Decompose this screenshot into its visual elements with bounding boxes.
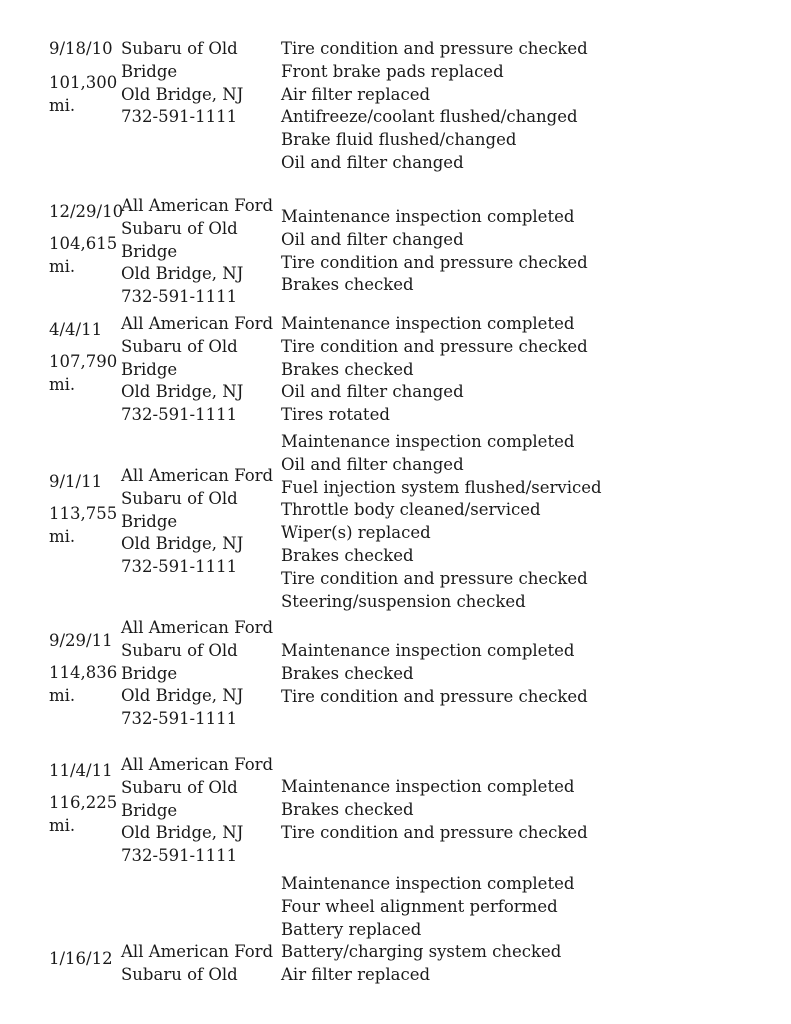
record-services — [281, 776, 781, 844]
service-item: Tire condition and pressure checked — [281, 252, 588, 272]
mileage-unit: mi. — [49, 374, 76, 394]
service-item: Maintenance inspection completed — [281, 777, 575, 796]
service-item: Brakes checked — [281, 359, 414, 379]
service-item: Throttle body cleaned/serviced — [281, 500, 541, 520]
record-services — [281, 431, 781, 613]
record-services — [281, 640, 781, 708]
dealer-line: All American Ford — [121, 618, 274, 637]
record-date-column — [49, 201, 124, 278]
dealer-line: Bridge — [121, 61, 178, 81]
service-item: Oil and filter changed — [281, 229, 464, 249]
dealer-line: Subaru of Old — [121, 488, 238, 508]
record-dealer — [121, 38, 279, 129]
service-item: Four wheel alignment performed — [281, 896, 558, 916]
service-item: Air filter replaced — [281, 84, 431, 104]
dealer-line: Bridge — [121, 511, 178, 531]
dealer-line: Bridge — [121, 800, 178, 820]
record-mileage — [49, 662, 119, 708]
record-mileage — [49, 503, 119, 549]
service-item: Brake fluid flushed/changed — [281, 130, 517, 150]
dealer-line: Old Bridge, NJ — [121, 382, 244, 402]
service-item: Brakes checked — [281, 275, 414, 295]
dealer-line: All American Ford — [121, 314, 274, 333]
record-mileage — [49, 792, 119, 838]
dealer-line: Subaru of Old — [121, 218, 238, 238]
dealer-line: Subaru of Old — [121, 39, 238, 58]
service-item: Oil and filter changed — [281, 152, 464, 172]
record-services — [281, 38, 781, 175]
record-dealer — [121, 941, 279, 987]
dealer-line: Subaru of Old — [121, 640, 238, 660]
service-item: Air filter replaced — [281, 965, 431, 985]
record-dealer — [121, 313, 279, 427]
dealer-line: Old Bridge, NJ — [121, 264, 244, 284]
service-item: Tires rotated — [281, 405, 390, 425]
mileage-unit: mi. — [49, 256, 76, 276]
record-dealer — [121, 465, 279, 579]
service-item: Tire condition and pressure checked — [281, 686, 588, 706]
service-item: Tire condition and pressure checked — [281, 336, 588, 356]
record-date: 9/18/10 — [49, 39, 113, 58]
service-item: Oil and filter changed — [281, 382, 464, 402]
record-date-column — [49, 760, 119, 837]
service-item: Tire condition and pressure checked — [281, 568, 588, 588]
mileage-unit: mi. — [49, 95, 76, 115]
service-item: Brakes checked — [281, 545, 414, 565]
mileage-unit: mi. — [49, 815, 76, 835]
record-date: 9/29/11 — [49, 631, 113, 650]
dealer-line: Bridge — [121, 359, 178, 379]
service-item: Battery replaced — [281, 919, 422, 939]
dealer-line: Old Bridge, NJ — [121, 686, 244, 706]
record-date-column — [49, 38, 119, 118]
dealer-phone: 732-591-1111 — [121, 846, 238, 866]
record-dealer — [121, 195, 279, 309]
dealer-phone: 732-591-1111 — [121, 107, 238, 127]
record-date: 9/1/11 — [49, 472, 103, 491]
record-date: 1/16/12 — [49, 949, 113, 968]
mileage-unit: mi. — [49, 685, 76, 705]
dealer-line: All American Ford — [121, 942, 274, 961]
mileage-value: 107,790 — [49, 351, 118, 371]
record-dealer — [121, 617, 279, 731]
dealer-line: Bridge — [121, 663, 178, 683]
service-item: Brakes checked — [281, 663, 414, 683]
service-item: Oil and filter changed — [281, 454, 464, 474]
record-date: 11/4/11 — [49, 761, 113, 780]
record-services — [281, 873, 781, 987]
dealer-line: Subaru of Old — [121, 964, 238, 984]
service-item: Brakes checked — [281, 799, 414, 819]
mileage-value: 104,615 — [49, 233, 118, 253]
record-mileage — [49, 72, 119, 118]
record-services — [281, 206, 781, 297]
record-services — [281, 313, 781, 427]
record-date: 4/4/11 — [49, 320, 103, 339]
dealer-phone: 732-591-1111 — [121, 405, 238, 425]
service-item: Maintenance inspection completed — [281, 314, 575, 333]
dealer-line: Old Bridge, NJ — [121, 534, 244, 554]
dealer-line: All American Ford — [121, 755, 274, 774]
mileage-value: 101,300 — [49, 73, 118, 93]
service-item: Tire condition and pressure checked — [281, 822, 588, 842]
dealer-phone: 732-591-1111 — [121, 287, 238, 307]
service-item: Maintenance inspection completed — [281, 641, 575, 660]
service-item: Maintenance inspection completed — [281, 207, 575, 226]
service-item: Maintenance inspection completed — [281, 432, 575, 451]
dealer-line: All American Ford — [121, 196, 274, 215]
record-dealer — [121, 754, 279, 868]
service-item: Antifreeze/coolant flushed/changed — [281, 107, 578, 127]
record-date-column — [49, 319, 119, 396]
service-item: Front brake pads replaced — [281, 61, 504, 81]
mileage-unit: mi. — [49, 526, 76, 546]
record-mileage — [49, 233, 119, 279]
service-item: Tire condition and pressure checked — [281, 39, 588, 58]
mileage-value: 114,836 — [49, 662, 118, 682]
record-date: 12/29/10 — [49, 202, 124, 221]
record-date-column — [49, 630, 119, 707]
dealer-line: Old Bridge, NJ — [121, 84, 244, 104]
dealer-phone: 732-591-1111 — [121, 557, 238, 577]
mileage-value: 113,755 — [49, 503, 118, 523]
dealer-line: Subaru of Old — [121, 336, 238, 356]
dealer-phone: 732-591-1111 — [121, 709, 238, 729]
service-item: Maintenance inspection completed — [281, 874, 575, 893]
dealer-line: Subaru of Old — [121, 777, 238, 797]
record-mileage — [49, 351, 119, 397]
mileage-value: 116,225 — [49, 792, 118, 812]
service-item: Steering/suspension checked — [281, 591, 526, 611]
dealer-line: All American Ford — [121, 466, 274, 485]
record-date-column — [49, 471, 119, 548]
dealer-line: Bridge — [121, 241, 178, 261]
dealer-line: Old Bridge, NJ — [121, 823, 244, 843]
service-item: Battery/charging system checked — [281, 942, 562, 962]
service-item: Wiper(s) replaced — [281, 523, 431, 543]
service-item: Fuel injection system flushed/serviced — [281, 477, 602, 497]
record-date-column — [49, 948, 119, 971]
